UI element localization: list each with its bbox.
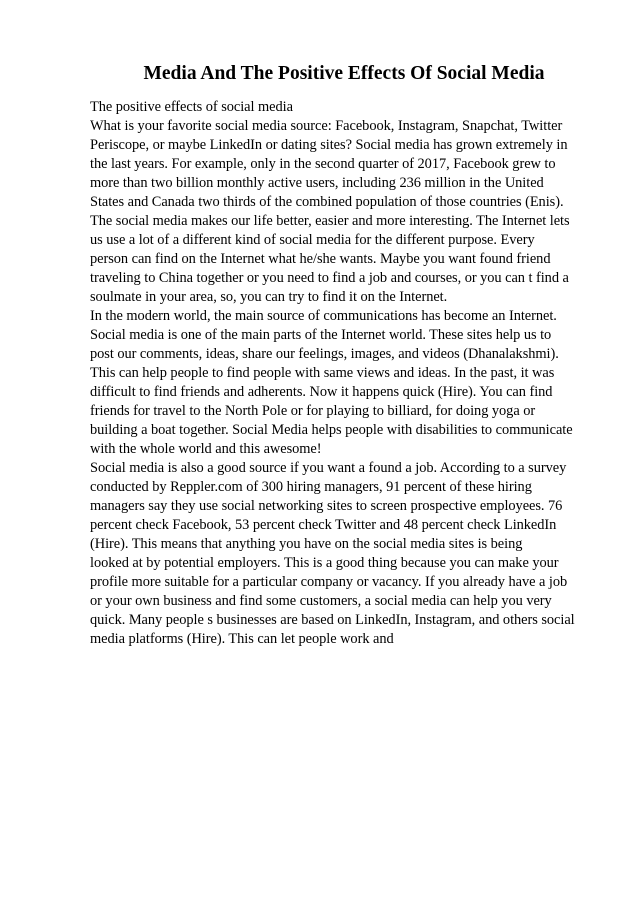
- body-line: The social media makes our life better, easier and more interesting. The Internet lets: [90, 213, 570, 229]
- document-body: [90, 98, 590, 649]
- body-line: The positive effects of social media: [90, 99, 293, 115]
- body-line: difficult to find friends and adherents. Now it happens quick (Hire). You can find: [90, 384, 553, 400]
- body-line: States and Canada two thirds of the combined population of those countries (Enis).: [90, 194, 564, 210]
- body-line: (Hire). This means that anything you have on the social media sites is being: [90, 536, 523, 552]
- body-line: us use a lot of a different kind of social media for the different purpose. Every: [90, 232, 535, 248]
- body-line: building a boat together. Social Media helps people with disabilities to communicate: [90, 422, 573, 438]
- body-line: In the modern world, the main source of communications has become an Internet.: [90, 308, 557, 324]
- body-line: managers say they use social networking sites to screen prospective employees. 76: [90, 498, 563, 514]
- body-line: more than two billion monthly active users, including 236 million in the United: [90, 175, 544, 191]
- body-line: person can find on the Internet what he/she wants. Maybe you want found friend: [90, 251, 551, 267]
- body-line: with the whole world and this awesome!: [90, 441, 322, 457]
- body-line: This can help people to find people with same views and ideas. In the past, it was: [90, 365, 555, 381]
- body-line: What is your favorite social media source: Facebook, Instagram, Snapchat, Twitter: [90, 118, 563, 134]
- body-line: looked at by potential employers. This is a good thing because you can make your: [90, 555, 559, 571]
- document-title: Media And The Positive Effects Of Social Media: [143, 63, 545, 84]
- body-line: or your own business and find some customers, a social media can help you very: [90, 593, 552, 609]
- body-line: media platforms (Hire). This can let people work and: [90, 631, 394, 647]
- body-line: the last years. For example, only in the second quarter of 2017, Facebook grew to: [90, 156, 556, 172]
- body-line: profile more suitable for a particular company or vacancy. If you already have a job: [90, 574, 568, 590]
- body-line: quick. Many people s businesses are based on LinkedIn, Instagram, and others social: [90, 612, 575, 628]
- body-line: post our comments, ideas, share our feelings, images, and videos (Dhanalakshmi).: [90, 346, 559, 362]
- body-line: Periscope, or maybe LinkedIn or dating sites? Social media has grown extremely in: [90, 137, 568, 153]
- body-line: traveling to China together or you need to find a job and courses, or you can t find a: [90, 270, 569, 286]
- body-line: percent check Facebook, 53 percent check Twitter and 48 percent check LinkedIn: [90, 517, 557, 533]
- body-line: soulmate in your area, so, you can try to find it on the Internet.: [90, 289, 448, 305]
- body-line: friends for travel to the North Pole or for playing to billiard, for doing yoga or: [90, 403, 536, 419]
- body-line: Social media is also a good source if you want a found a job. According to a survey: [90, 460, 567, 476]
- body-line: Social media is one of the main parts of the Internet world. These sites help us to: [90, 327, 552, 343]
- body-line: conducted by Reppler.com of 300 hiring managers, 91 percent of these hiring: [90, 479, 532, 495]
